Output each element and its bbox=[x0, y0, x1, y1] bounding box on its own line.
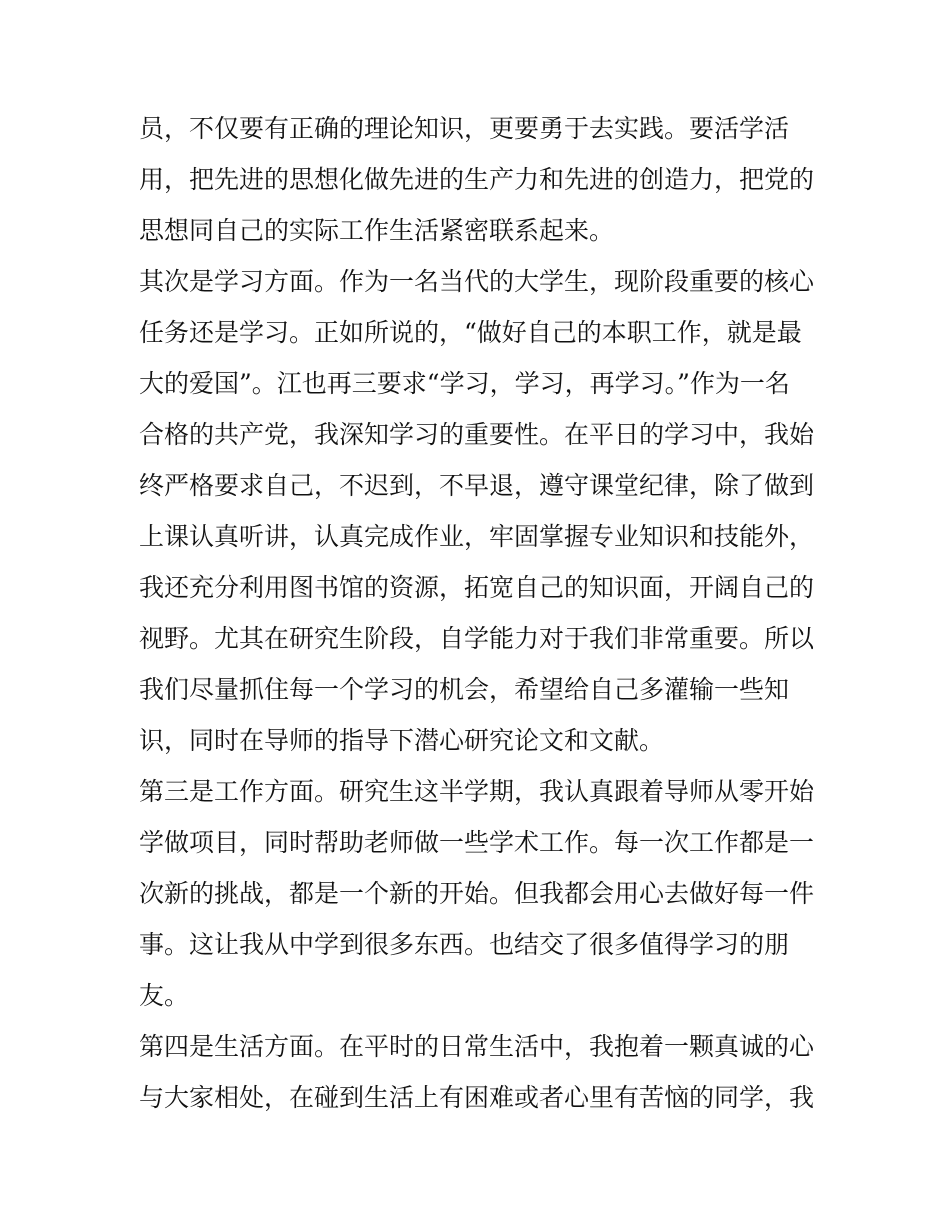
text-line: 上课认真听讲，认真完成作业，牢固掌握专业知识和技能外， bbox=[139, 522, 815, 551]
text-line: 大的爱国”。江也再三要求“学习，学习，再学习。”作为一名 bbox=[139, 369, 790, 398]
text-line: 合格的共产党，我深知学习的重要性。在平日的学习中，我始 bbox=[139, 420, 815, 449]
text-line: 与大家相处，在碰到生活上有困难或者心里有苦恼的同学，我 bbox=[139, 1083, 815, 1112]
text-line: 我们尽量抓住每一个学习的机会，希望给自己多灌输一些知 bbox=[139, 675, 790, 704]
text-line: 学做项目，同时帮助老师做一些学术工作。每一次工作都是一 bbox=[139, 828, 815, 857]
text-line: 视野。尤其在研究生阶段，自学能力对于我们非常重要。所以 bbox=[139, 624, 815, 653]
text-line: 思想同自己的实际工作生活紧密联系起来。 bbox=[139, 216, 615, 245]
text-line: 识，同时在导师的指导下潜心研究论文和文献。 bbox=[139, 726, 665, 755]
text-line: 第三是工作方面。研究生这半学期，我认真跟着导师从零开始 bbox=[139, 777, 815, 806]
text-line: 第四是生活方面。在平时的日常生活中，我抱着一颗真诚的心 bbox=[139, 1032, 815, 1061]
text-line: 用，把先进的思想化做先进的生产力和先进的创造力，把党的 bbox=[139, 165, 815, 194]
text-line: 其次是学习方面。作为一名当代的大学生，现阶段重要的核心 bbox=[139, 267, 815, 296]
text-line: 终严格要求自己，不迟到，不早退，遵守课堂纪律，除了做到 bbox=[139, 471, 815, 500]
text-line: 我还充分利用图书馆的资源，拓宽自己的知识面，开阔自己的 bbox=[139, 573, 815, 602]
text-line: 员，不仅要有正确的理论知识，更要勇于去实践。要活学活 bbox=[139, 114, 790, 143]
text-line: 任务还是学习。正如所说的，“做好自己的本职工作，就是最 bbox=[139, 318, 802, 347]
text-line: 次新的挑战，都是一个新的开始。但我都会用心去做好每一件 bbox=[139, 879, 815, 908]
text-line: 友。 bbox=[139, 981, 190, 1010]
document-body bbox=[139, 103, 819, 1123]
text-line: 事。这让我从中学到很多东西。也结交了很多值得学习的朋 bbox=[139, 930, 790, 959]
